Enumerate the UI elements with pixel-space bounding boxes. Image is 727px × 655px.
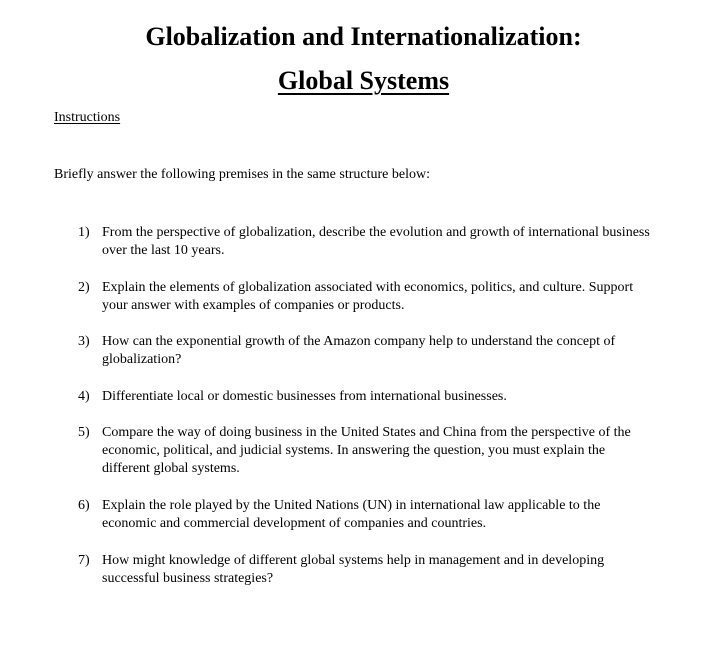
question-text: How can the exponential growth of the Amazon company help to understand the concept of globalization? bbox=[102, 334, 616, 367]
question-number: 7) bbox=[78, 553, 90, 568]
document-title: Globalization and Internationalization: bbox=[145, 22, 582, 51]
question-text: Explain the elements of globalization associated with economics, politics, and culture. Support your answer with examples of companies or products. bbox=[102, 280, 634, 313]
question-number: 6) bbox=[78, 498, 90, 513]
question-number: 3) bbox=[78, 334, 90, 349]
intro-text: Briefly answer the following premises in the same structure below: bbox=[54, 167, 430, 182]
question-text: From the perspective of globalization, describe the evolution and growth of international business over the last 10 years. bbox=[102, 225, 650, 258]
question-number: 1) bbox=[78, 225, 90, 240]
question-text: Explain the role played by the United Nations (UN) in international law applicable to the economic and commercial development of companies and countries. bbox=[102, 498, 601, 531]
question-text: Differentiate local or domestic businesses from international businesses. bbox=[102, 389, 507, 404]
document-subtitle: Global Systems bbox=[277, 66, 450, 95]
question-text: How might knowledge of different global systems help in management and in developing successful business strategies? bbox=[102, 553, 605, 586]
question-number: 5) bbox=[78, 425, 90, 440]
question-number: 4) bbox=[78, 389, 90, 404]
question-number: 2) bbox=[78, 280, 90, 295]
instructions-heading: Instructions bbox=[54, 110, 121, 125]
question-text: Compare the way of doing business in the United States and China from the perspective of the economic, political, and judicial systems. In answering the question, you must explain the different global systems. bbox=[102, 425, 631, 476]
